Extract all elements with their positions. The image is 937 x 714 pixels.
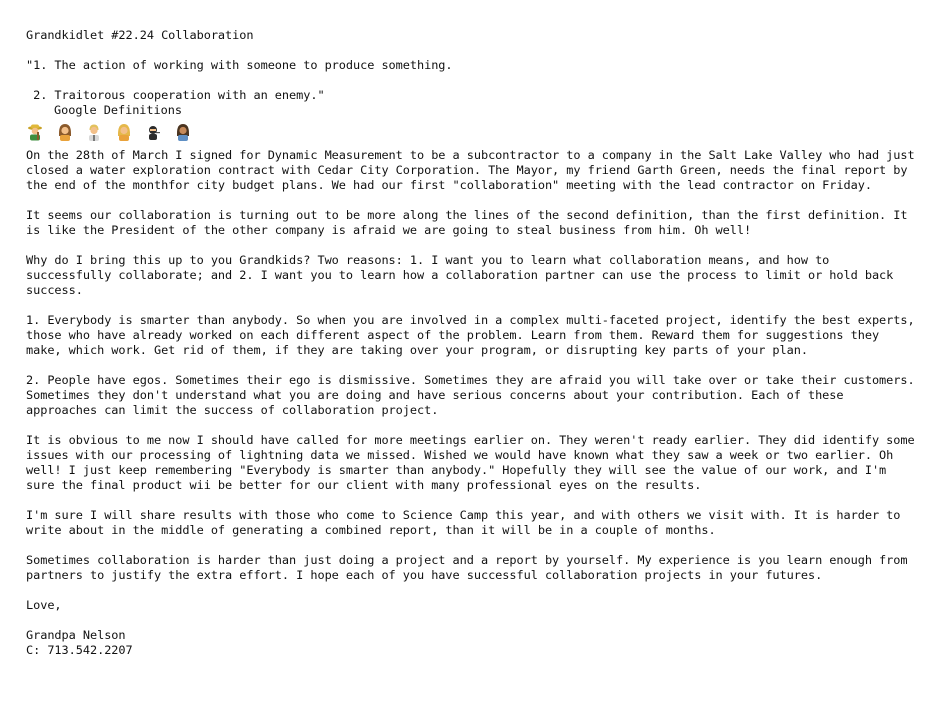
emoji-row bbox=[26, 121, 916, 143]
phone-number: C: 713.542.2207 bbox=[26, 643, 133, 657]
post-title: Grandkidlet #22.24 Collaboration bbox=[26, 28, 254, 42]
paragraph-8: Sometimes collaboration is harder than just doing a project and a report by yourself. My experience is you learn enough from partners to justify the extra effort. I hope each of you have successful collaboration projects in your futures. bbox=[26, 553, 908, 582]
quote-source: Google Definitions bbox=[54, 103, 182, 117]
closing: Love, bbox=[26, 598, 62, 612]
paragraph-6: It is obvious to me now I should have called for more meetings earlier on. They weren't ready earlier. They did identify some issues with our processing of lightning data we missed. Wished we would have known what they saw a week or two earlier. Oh well! I just keep remembering "Everybody is smarter than anybody." Hopefully they will see the value of our work, and I'm sure the final product wii be better for our client with many professional eyes on the results. bbox=[26, 433, 915, 492]
paragraph-2: It seems our collaboration is turning out to be more along the lines of the second definition, than the first definition. It is like the President of the other company is afraid we are going to steal business from him. Oh well! bbox=[26, 208, 908, 237]
paragraph-1: On the 28th of March I signed for Dynamic Measurement to be a subcontractor to a company in the Salt Lake Valley who had just closed a water exploration contract with Cedar City Corporation. The Mayor, my friend Garth Green, needs the final report by the end of the monthfor city budget plans. We had our first "collaboration" meeting with the lead contractor on Friday. bbox=[26, 148, 915, 192]
ninja-emoji-icon bbox=[144, 123, 174, 141]
farmer-emoji-icon bbox=[26, 123, 56, 141]
paragraph-4: 1. Everybody is smarter than anybody. So when you are involved in a complex multi-faceted project, identify the best experts, those who have already worked on each different aspect of the problem. Learn from them. Reward them for suggestions they make, which work. Get rid of them, if they are taking over your program, or disrupting key parts of your plan. bbox=[26, 313, 915, 357]
woman-blonde-emoji-icon bbox=[115, 123, 145, 141]
paragraph-7: I'm sure I will share results with those who come to Science Camp this year, and with others we visit with. It is harder to write about in the middle of generating a combined report, than it will be in a couple of months. bbox=[26, 508, 901, 537]
letter-body bbox=[26, 28, 916, 658]
paragraph-5: 2. People have egos. Sometimes their ego is dismissive. Sometimes they are afraid you will take over or take their customers. Sometimes they don't understand what you are doing and have serious concerns about your contribution. Each of these approaches can limit the success of collaboration project. bbox=[26, 373, 915, 417]
signature: Grandpa Nelson bbox=[26, 628, 126, 642]
person-emoji-icon bbox=[85, 123, 115, 141]
woman-emoji-icon bbox=[56, 123, 86, 141]
paragraph-3: Why do I bring this up to you Grandkids? Two reasons: 1. I want you to learn what collaboration means, and how to successfully collaborate; and 2. I want you to learn how a collaboration partner can use the process to limit or hold back success. bbox=[26, 253, 894, 297]
woman-dark-emoji-icon bbox=[174, 123, 204, 141]
quote-line-2: 2. Traitorous cooperation with an enemy." bbox=[26, 88, 325, 102]
quote-line-1: "1. The action of working with someone to produce something. bbox=[26, 58, 453, 72]
